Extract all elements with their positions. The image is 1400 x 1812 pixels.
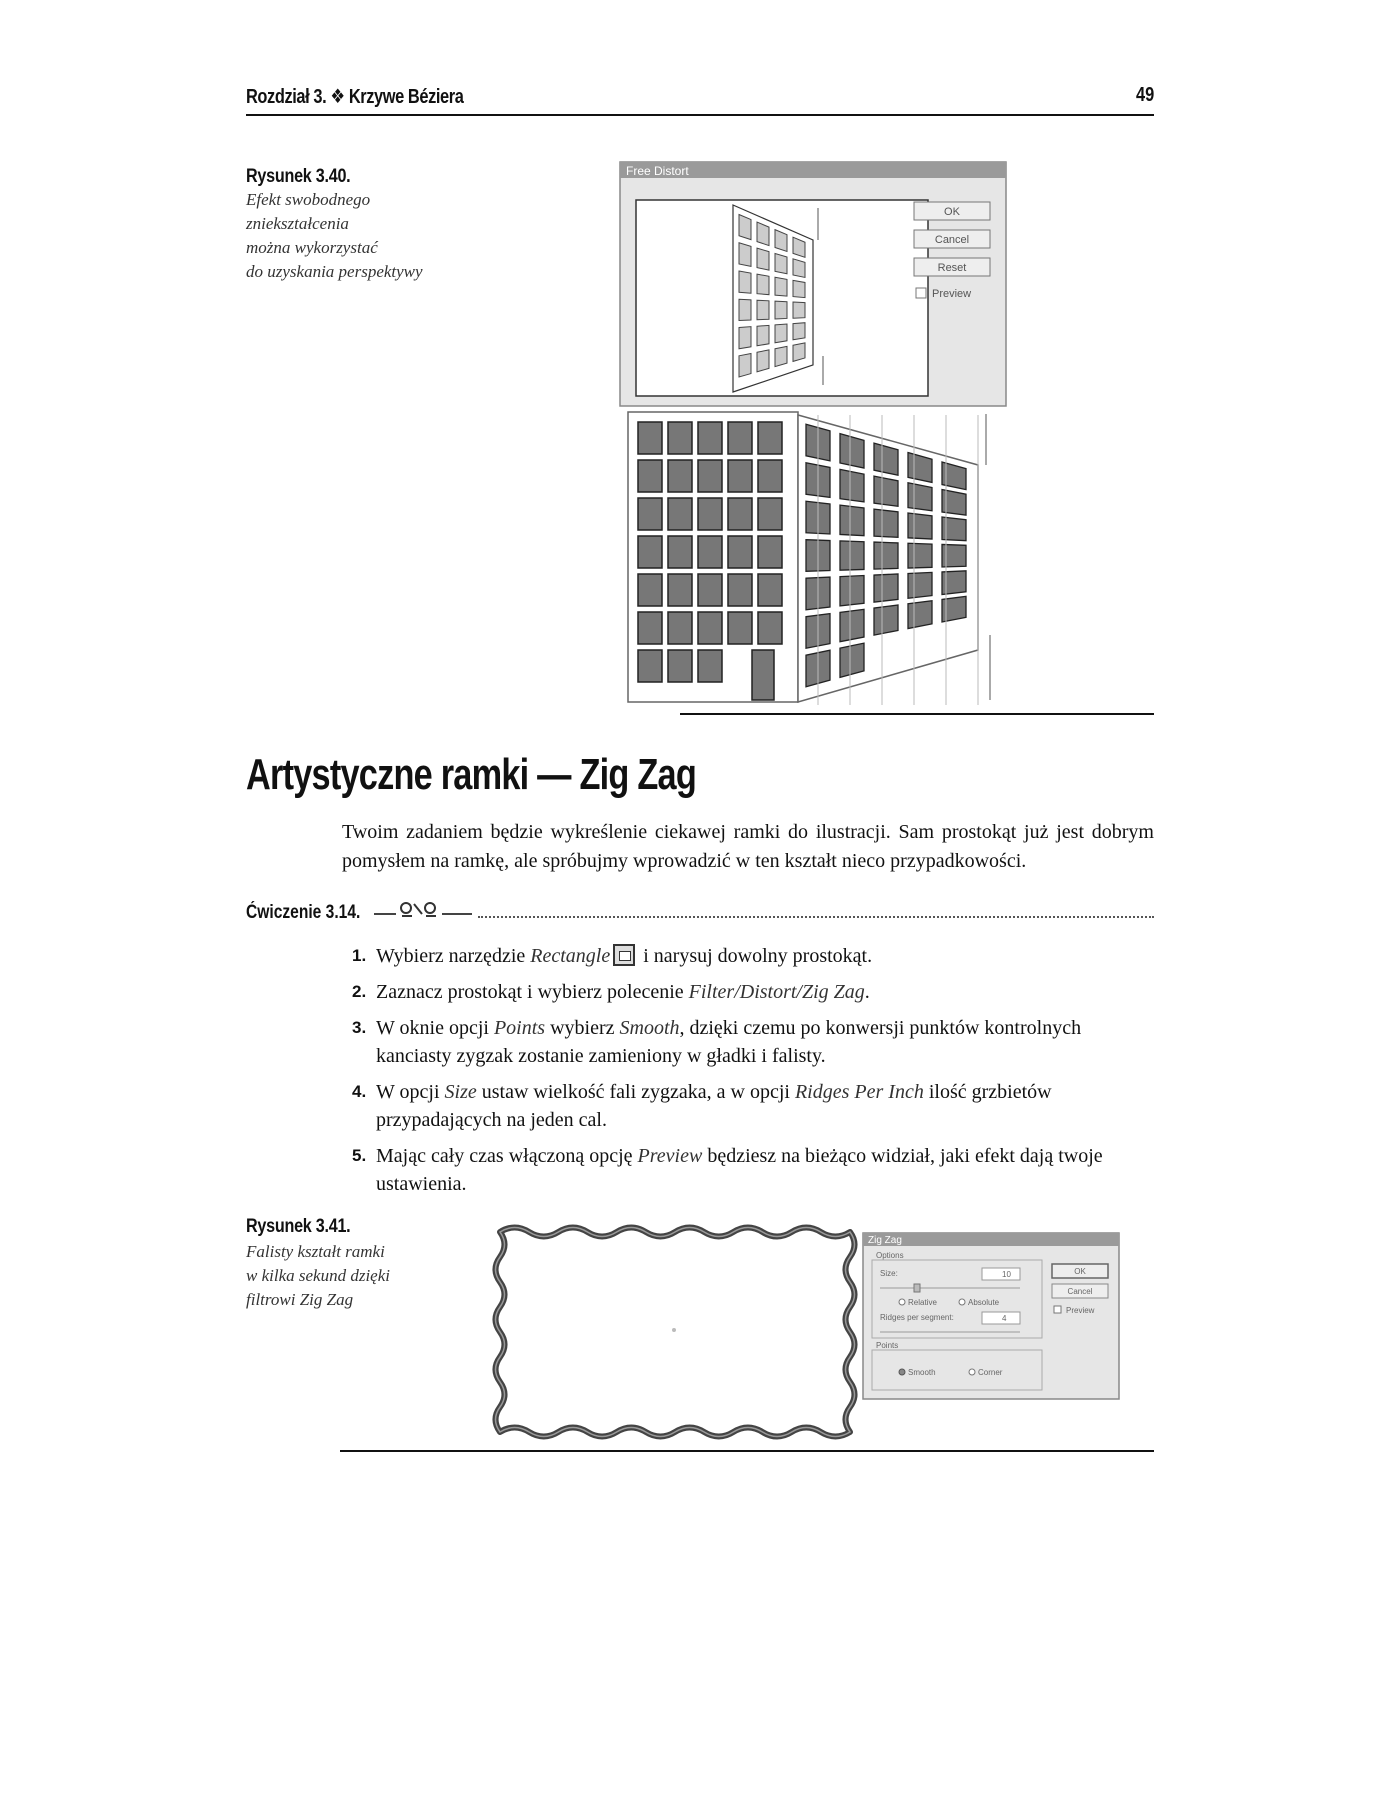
step-text: , dzięki czemu po konwersji punktów kontrolnych kanciasty zygzak zostanie zamieniony w gładki i falisty.: [376, 1017, 1082, 1067]
ok-label: OK: [944, 206, 960, 218]
ridges-field[interactable]: [982, 1312, 1020, 1324]
step-text: W opcji: [376, 1081, 445, 1103]
window: [668, 498, 692, 530]
caption-line: można wykorzystać: [246, 238, 378, 257]
caption-line: zniekształcenia: [246, 214, 349, 233]
window: [728, 574, 752, 606]
window: [793, 323, 805, 340]
window: [698, 612, 722, 644]
list-item: [352, 1142, 1152, 1198]
caption-line: do uzyskania perspektywy: [246, 262, 423, 281]
size-field[interactable]: [982, 1268, 1020, 1280]
caption-line: Efekt swobodnego: [246, 190, 371, 209]
building-illustration: [628, 412, 990, 705]
window: [668, 422, 692, 454]
dialog-title: Free Distort: [626, 164, 689, 178]
step-text: Wybierz narzędzie: [376, 945, 531, 967]
window: [739, 327, 751, 349]
step-text: Zaznacz prostokąt i wybierz polecenie: [376, 981, 689, 1003]
window: [840, 469, 864, 501]
window: [668, 536, 692, 568]
step-number: 4.: [352, 1082, 367, 1101]
step-number: 1.: [352, 946, 367, 965]
window: [739, 243, 751, 267]
window: [668, 574, 692, 606]
smooth-label: Smooth: [908, 1368, 936, 1377]
step-text: wybierz: [545, 1017, 620, 1039]
window: [840, 643, 864, 677]
window: [874, 476, 898, 506]
relative-label: Relative: [908, 1298, 937, 1307]
window: [739, 271, 751, 293]
step-text: ilość grzbietów przypadających na jeden cal.: [376, 1081, 1052, 1131]
wavy-frame-illustration: [490, 1218, 860, 1446]
step-text: ustaw wielkość fali zygzaka, a w opcji: [476, 1081, 795, 1103]
window: [793, 259, 805, 278]
window: [757, 350, 769, 372]
wavy-frame: [496, 1228, 855, 1437]
window: [793, 343, 805, 362]
zigzag-preview-label: Preview: [1066, 1306, 1095, 1315]
window: [668, 650, 692, 682]
exercise-label: Ćwiczenie 3.14.: [246, 902, 361, 923]
exercise-steps: [352, 942, 1152, 1206]
ridges-label: Ridges per segment:: [880, 1313, 954, 1322]
window: [758, 536, 782, 568]
step-term: Smooth: [619, 1017, 680, 1039]
size-value: 10: [1002, 1270, 1011, 1279]
window: [758, 460, 782, 492]
reset-label: Reset: [937, 262, 967, 274]
window: [638, 650, 662, 682]
list-item: [352, 1078, 1152, 1134]
step-term: Size: [444, 1081, 477, 1103]
relative-radio[interactable]: [899, 1299, 905, 1305]
window: [874, 509, 898, 537]
size-label: Size:: [880, 1269, 898, 1278]
window: [908, 543, 932, 568]
step-text: .: [864, 981, 870, 1003]
step-term: Ridges Per Inch: [794, 1081, 924, 1103]
window: [757, 248, 769, 270]
preview-checkbox[interactable]: [916, 288, 926, 298]
window: [908, 513, 932, 539]
step-term: Filter/Distort/Zig Zag: [688, 981, 865, 1003]
options-label: Options: [876, 1251, 904, 1260]
window: [793, 302, 805, 318]
window: [874, 605, 898, 635]
figure-341-caption: [246, 1240, 390, 1312]
absolute-label: Absolute: [968, 1298, 1000, 1307]
corner-label: Corner: [978, 1368, 1003, 1377]
window: [698, 574, 722, 606]
window: [698, 536, 722, 568]
figure-340-image: [618, 160, 1008, 708]
chapter-title: Rozdział 3. ❖ Krzywe Béziera: [246, 86, 464, 108]
window: [638, 574, 662, 606]
cancel-label: Cancel: [934, 234, 970, 246]
exercise-rule: [478, 916, 1154, 918]
window: [698, 422, 722, 454]
window: [728, 498, 752, 530]
step-number: 2.: [352, 982, 367, 1001]
corner-radio[interactable]: [969, 1369, 975, 1375]
exercise-ornament-icon: [372, 898, 476, 920]
window: [728, 422, 752, 454]
window: [758, 574, 782, 606]
zigzag-cancel-label: Cancel: [1067, 1287, 1093, 1296]
window: [840, 609, 864, 641]
window: [775, 277, 787, 296]
window: [874, 574, 898, 602]
window: [638, 422, 662, 454]
window: [739, 215, 751, 240]
page-number: 49: [1135, 84, 1154, 106]
figure-rule: [340, 1450, 1154, 1452]
smooth-radio[interactable]: [899, 1369, 905, 1375]
window: [908, 572, 932, 598]
absolute-radio[interactable]: [959, 1299, 965, 1305]
window: [739, 353, 751, 377]
figure-340-caption: [246, 188, 423, 284]
zigzag-dialog: [862, 1232, 1120, 1400]
list-item: [352, 942, 1152, 970]
step-number: 3.: [352, 1018, 367, 1037]
window: [775, 301, 787, 319]
window: [698, 498, 722, 530]
window: [758, 612, 782, 644]
window: [758, 498, 782, 530]
window: [793, 280, 805, 297]
window: [840, 576, 864, 606]
step-term: Points: [493, 1017, 546, 1039]
preview-label: Preview: [932, 288, 972, 300]
step-text: W oknie opcji: [376, 1017, 494, 1039]
window: [728, 536, 752, 568]
window: [757, 274, 769, 295]
rectangle-tool-icon: [613, 944, 635, 966]
window: [908, 601, 932, 629]
window: [758, 422, 782, 454]
window: [775, 324, 787, 343]
window: [739, 299, 751, 320]
list-item: [352, 978, 1152, 1006]
window: [638, 536, 662, 568]
window: [638, 612, 662, 644]
caption-line: w kilka sekund dzięki: [246, 1266, 390, 1285]
window: [840, 541, 864, 570]
window: [728, 460, 752, 492]
figure-341-label: Rysunek 3.41.: [246, 1216, 351, 1237]
window: [775, 253, 787, 273]
window: [698, 650, 722, 682]
window: [728, 612, 752, 644]
caption-line: Falisty kształt ramki: [246, 1242, 385, 1261]
step-text: Mając cały czas włączoną opcję: [376, 1145, 638, 1167]
window: [638, 498, 662, 530]
window: [698, 460, 722, 492]
zigzag-preview-checkbox[interactable]: [1054, 1306, 1061, 1313]
running-header: [246, 84, 1154, 116]
step-number: 5.: [352, 1146, 367, 1165]
window: [668, 612, 692, 644]
step-term: Preview: [637, 1145, 703, 1167]
step-term: Rectangle: [530, 945, 611, 967]
figure-rule: [680, 713, 1154, 715]
figure-340-label: Rysunek 3.40.: [246, 166, 351, 187]
window: [638, 460, 662, 492]
ridges-value: 4: [1002, 1314, 1007, 1323]
intro-paragraph: Twoim zadaniem będzie wykreślenie ciekawej ramki do ilustracji. Sam prostokąt już jest dobrym pomysłem na ramkę, ale spróbujmy wprowadzić w ten kształt nieco przypadkowości.: [342, 821, 1154, 872]
window: [668, 460, 692, 492]
window: [874, 542, 898, 569]
free-distort-dialog: [620, 162, 1006, 406]
window: [840, 434, 864, 468]
window: [908, 483, 932, 511]
window: [775, 346, 787, 366]
caption-line: filtrowi Zig Zag: [246, 1290, 354, 1309]
zigzag-ok-label: OK: [1074, 1267, 1086, 1276]
zigzag-dialog-title: Zig Zag: [868, 1235, 902, 1246]
list-item: [352, 1014, 1152, 1070]
step-text: i narysuj dowolny prostokąt.: [638, 945, 873, 967]
section-title: Artystyczne ramki — Zig Zag: [246, 750, 697, 799]
points-label: Points: [876, 1341, 899, 1350]
window: [840, 505, 864, 535]
window: [757, 300, 769, 320]
step-text: będziesz na bieżąco widział, jaki efekt dają twoje ustawienia.: [376, 1145, 1103, 1195]
window: [757, 325, 769, 345]
